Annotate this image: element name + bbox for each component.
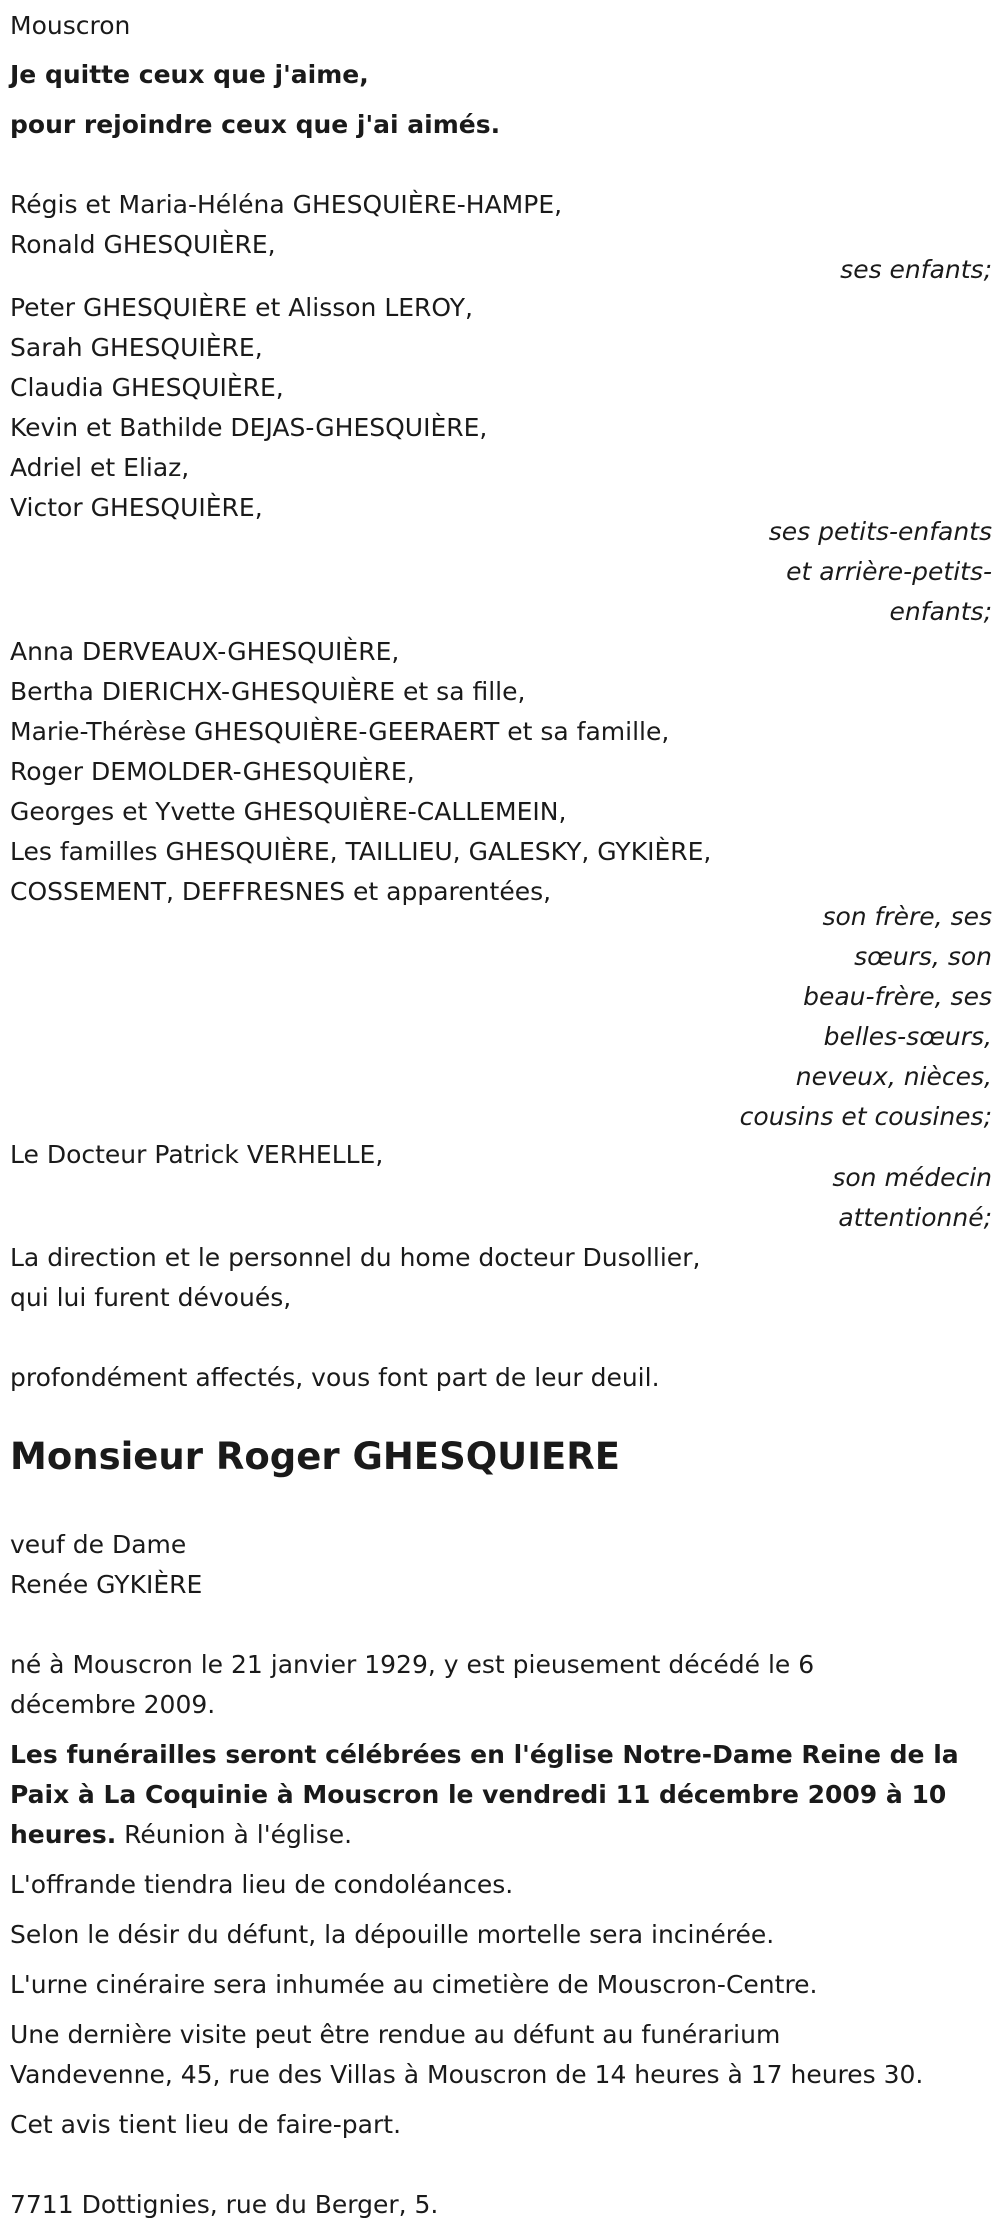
siblings-role-1: son frère, ses (822, 902, 992, 931)
funeral-gathering: Réunion à l'église. (124, 1820, 353, 1849)
visit-line-1: Une dernière visite peut être rendue au défunt au funérarium (10, 2020, 781, 2049)
siblings-role-2: sœurs, son (854, 942, 992, 971)
doctor: Le Docteur Patrick VERHELLE, (10, 1140, 384, 1169)
grandchildren-role-2: et arrière-petits- (786, 557, 992, 586)
sibling-4: Roger DEMOLDER-GHESQUIÈRE, (10, 757, 415, 786)
spouse-line-1: veuf de Dame (10, 1530, 187, 1559)
grandchild-1: Peter GHESQUIÈRE et Alisson LEROY, (10, 293, 473, 322)
child-2: Ronald GHESQUIÈRE, (10, 230, 276, 259)
quote-line-1: Je quitte ceux que j'aime, (10, 60, 369, 89)
child-1: Régis et Maria-Héléna GHESQUIÈRE-HAMPE, (10, 190, 563, 219)
grandchildren-role-1: ses petits-enfants (768, 517, 992, 546)
offering: L'offrande tiendra lieu de condoléances. (10, 1870, 514, 1899)
grandchildren-role-3: enfants; (889, 597, 992, 626)
visit-line-2: Vandevenne, 45, rue des Villas à Mouscron de 14 heures à 17 heures 30. (10, 2060, 924, 2089)
funeral-time: heures. (10, 1820, 117, 1849)
siblings-role-4: belles-sœurs, (823, 1022, 992, 1051)
grandchild-6: Victor GHESQUIÈRE, (10, 493, 263, 522)
doctor-role-1: son médecin (832, 1163, 992, 1192)
cremation: Selon le désir du défunt, la dépouille mortelle sera incinérée. (10, 1920, 775, 1949)
birth-death-1: né à Mouscron le 21 janvier 1929, y est pieusement décédé le 6 (10, 1650, 815, 1679)
siblings-role-3: beau-frère, ses (803, 982, 992, 1011)
faire-part: Cet avis tient lieu de faire-part. (10, 2110, 402, 2139)
sibling-3: Marie-Thérèse GHESQUIÈRE-GEERAERT et sa famille, (10, 717, 670, 746)
funeral-line-1: Les funérailles seront célébrées en l'église Notre-Dame Reine de la (10, 1740, 959, 1769)
spouse-line-2: Renée GYKIÈRE (10, 1570, 203, 1599)
funeral-line-3 (10, 1815, 352, 1855)
doctor-role-2: attentionné; (838, 1203, 992, 1232)
sibling-5: Georges et Yvette GHESQUIÈRE-CALLEMEIN, (10, 797, 567, 826)
sibling-1: Anna DERVEAUX-GHESQUIÈRE, (10, 637, 400, 666)
birth-death-2: décembre 2009. (10, 1690, 216, 1719)
home-line-2: qui lui furent dévoués, (10, 1283, 292, 1312)
deceased-name: Monsieur Roger GHESQUIERE (10, 1435, 621, 1478)
sibling-6: Les familles GHESQUIÈRE, TAILLIEU, GALESKY, GYKIÈRE, (10, 837, 712, 866)
grandchild-5: Adriel et Eliaz, (10, 453, 190, 482)
sibling-7: COSSEMENT, DEFFRESNES et apparentées, (10, 877, 552, 906)
siblings-role-6: cousins et cousines; (739, 1102, 992, 1131)
sibling-2: Bertha DIERICHX-GHESQUIÈRE et sa fille, (10, 677, 526, 706)
siblings-role-5: neveux, nièces, (795, 1062, 992, 1091)
location: Mouscron (10, 11, 131, 40)
children-role: ses enfants; (840, 255, 992, 284)
address: 7711 Dottignies, rue du Berger, 5. (10, 2190, 439, 2219)
funeral-line-2: Paix à La Coquinie à Mouscron le vendredi 11 décembre 2009 à 10 (10, 1780, 947, 1809)
grandchild-3: Claudia GHESQUIÈRE, (10, 373, 284, 402)
grandchild-4: Kevin et Bathilde DEJAS-GHESQUIÈRE, (10, 413, 488, 442)
urn: L'urne cinéraire sera inhumée au cimetière de Mouscron-Centre. (10, 1970, 818, 1999)
grandchild-2: Sarah GHESQUIÈRE, (10, 333, 263, 362)
announce: profondément affectés, vous font part de leur deuil. (10, 1363, 660, 1392)
quote-line-2: pour rejoindre ceux que j'ai aimés. (10, 110, 501, 139)
home-line-1: La direction et le personnel du home docteur Dusollier, (10, 1243, 701, 1272)
